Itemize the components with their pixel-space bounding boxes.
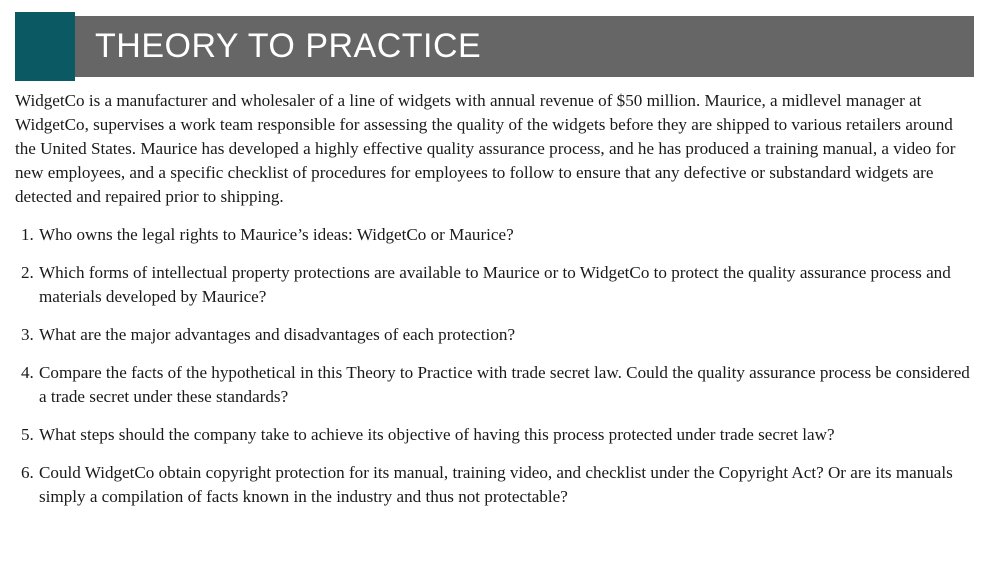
question-number: 5. [21,425,34,444]
section-title: THEORY TO PRACTICE [95,27,482,65]
question-item [15,261,977,309]
question-list [15,223,977,509]
question-item [15,223,977,247]
question-text: Could WidgetCo obtain copyright protection for its manual, training video, and checklist under the Copyright Act? Or are its manuals simply a compilation of facts known in the industry and thus not protectable? [39,463,953,506]
question-number: 4. [21,363,34,382]
question-number: 3. [21,325,34,344]
intro-paragraph: WidgetCo is a manufacturer and wholesaler of a line of widgets with annual revenue of $50 million. Maurice, a midlevel manager at WidgetCo, supervises a work team responsible for assessing the quality of the widgets before they are shipped to various retailers around the United States. Maurice has developed a highly effective quality assurance process, and he has produced a training manual, a video for new employees, and a specific checklist of procedures for employees to follow to ensure that any defective or substandard widgets are detected and repaired prior to shipping. [15,91,956,206]
question-text: Compare the facts of the hypothetical in this Theory to Practice with trade secret law. Could the quality assurance process be considered a trade secret under these standards? [39,363,970,406]
question-item [15,361,977,409]
question-text: Who owns the legal rights to Maurice’s ideas: WidgetCo or Maurice? [39,225,514,244]
main-content [15,89,977,523]
section-header [15,12,974,81]
question-number: 6. [21,463,34,482]
question-item [15,423,977,447]
question-number: 1. [21,225,34,244]
header-accent-block [15,12,75,81]
question-text: Which forms of intellectual property protections are available to Maurice or to WidgetCo to protect the quality assurance process and materials developed by Maurice? [39,263,951,306]
question-text: What steps should the company take to achieve its objective of having this process protected under trade secret law? [39,425,835,444]
question-number: 2. [21,263,34,282]
question-text: What are the major advantages and disadvantages of each protection? [39,325,516,344]
question-item [15,461,977,509]
question-item [15,323,977,347]
